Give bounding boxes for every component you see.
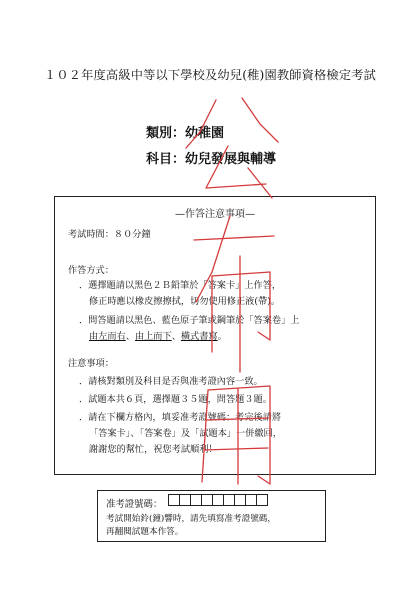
exam-subject: 科目：幼兒發展與輔導 — [146, 152, 277, 167]
page-title: １０２年度高級中等以下學校及幼兒(稚)園教師資格檢定考試 — [44, 68, 376, 82]
note-3a: ．請在下欄方格內，填妥准考證號碼；考完後請將 — [79, 412, 282, 423]
answer-method-1a: ．選擇題請以黑色２Ｂ鉛筆於「答案卡」上作答， — [79, 280, 282, 291]
writing-direction-3: 橫式書寫 — [180, 331, 218, 342]
exam-duration: 考試時間：８０分鐘 — [68, 229, 151, 240]
answer-method-1b: 修正時應以橡皮擦擦拭，切勿使用修正液(帶)。 — [89, 296, 280, 307]
answer-method-2a: ．問答題請以黑色、藍色原子筆或鋼筆於「答案卷」上 — [79, 315, 300, 326]
admission-id-label: 准考證號碼： — [106, 499, 163, 510]
admission-id-instruction-1: 考試開始鈴(鐘)響時，請先填寫准考證號碼， — [106, 514, 276, 524]
notes-title: 注意事項： — [68, 358, 114, 369]
note-2: ．試題本共６頁，選擇題３５題，問答題３題。 — [79, 394, 272, 405]
sentence-end: 。 — [217, 331, 227, 342]
admission-id-instruction-2: 再翻閱試題本作答。 — [106, 527, 184, 537]
answer-method-2b — [89, 328, 227, 342]
note-3c: 謝謝您的幫忙，祝您考試順利！ — [89, 444, 218, 455]
note-1: ．請核對類別及科目是否與准考證內容一致。 — [79, 376, 263, 387]
separator: 、 — [125, 331, 135, 342]
admission-id-digits — [168, 494, 267, 506]
notice-heading: —作答注意事項— — [175, 209, 255, 220]
admission-id-digit-box[interactable] — [256, 494, 268, 506]
answer-method-title: 作答方式： — [68, 265, 114, 276]
note-3b: 「答案卡」、「答案卷」及「試題本」一併繳回， — [89, 428, 282, 439]
writing-direction-2: 由上而下 — [134, 331, 172, 342]
writing-direction-1: 由左而右 — [89, 331, 126, 342]
notice-box — [54, 196, 376, 475]
exam-category: 類別：幼稚園 — [146, 126, 225, 141]
admission-id-box — [97, 490, 326, 542]
separator: 、 — [171, 331, 181, 342]
